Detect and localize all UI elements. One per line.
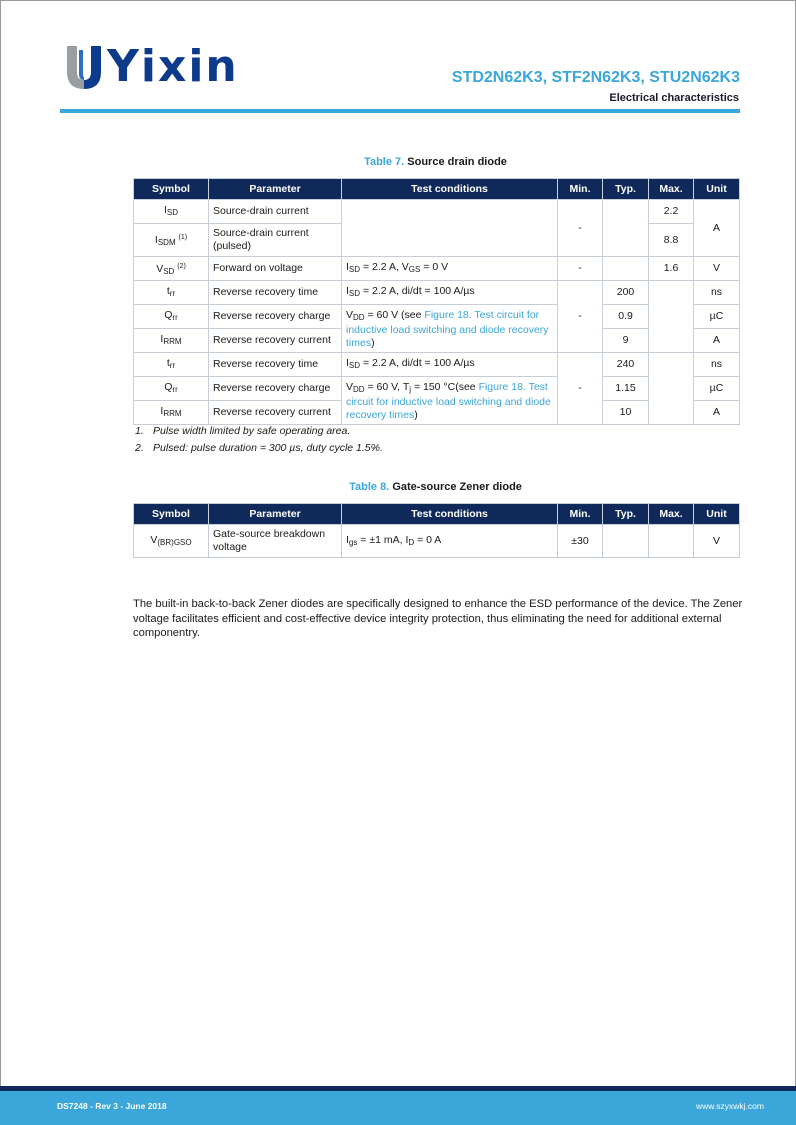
unit-cell: A — [694, 329, 740, 353]
document-title: STD2N62K3, STF2N62K3, STU2N62K3 — [451, 69, 740, 86]
parameter-cell: Reverse recovery time — [209, 281, 342, 305]
table-row — [134, 525, 740, 558]
min-cell: - — [558, 200, 603, 257]
unit-cell: A — [694, 401, 740, 425]
table-gate-source-zener-diode — [133, 503, 740, 558]
typ-cell: 1.15 — [603, 377, 649, 401]
max-cell: 1.6 — [649, 257, 694, 281]
min-cell: ±30 — [558, 525, 603, 558]
conditions-cell: $I_{SD} = 2.2$ A, di/dt = 100 A/µs — [342, 353, 558, 377]
unit-cell: A — [694, 200, 740, 257]
symbol-cell: $I_{SDM}$ $^{(1)}$ — [134, 224, 209, 257]
logo — [65, 41, 239, 92]
parameter-cell: Reverse recovery charge — [209, 377, 342, 401]
table-row — [134, 353, 740, 377]
website-link[interactable]: www.szyxwkj.com — [695, 1101, 764, 1111]
table-source-drain-diode — [133, 178, 740, 425]
max-cell — [649, 353, 694, 425]
symbol-cell: $t_{rr}$ — [134, 281, 209, 305]
symbol-cell: $V_{SD}$ $^{(2)}$ — [134, 257, 209, 281]
conditions-cell: $V_{DD} = 60$ V (see Figure 18. Test circuit for inductive load switching and diode recovery times) — [342, 305, 558, 353]
zener-description-paragraph: The built-in back-to-back Zener diodes are specifically designed to enhance the ESD performance of the device. The Zener voltage facilitates efficient and cost-effective device integrity protection, thus eliminating the need for additional external componentry. — [133, 598, 743, 639]
typ-cell — [603, 525, 649, 558]
max-cell — [649, 281, 694, 353]
logo-text: Yixin — [107, 41, 239, 92]
parameter-cell: Forward on voltage — [209, 257, 342, 281]
symbol-cell: $I_{RRM}$ — [134, 401, 209, 425]
header-rule — [60, 109, 740, 113]
typ-cell — [603, 257, 649, 281]
typ-cell: 9 — [603, 329, 649, 353]
table7-footnotes — [135, 423, 383, 457]
footnote: 2. Pulsed: pulse duration = 300 µs, duty cycle 1.5%. — [135, 442, 383, 454]
typ-cell — [603, 200, 649, 257]
parameter-cell: Reverse recovery charge — [209, 305, 342, 329]
figure-18-link[interactable]: Figure 18. Test circuit for inductive load switching and diode recovery times — [346, 309, 549, 349]
typ-cell: 0.9 — [603, 305, 649, 329]
parameter-cell: Source-drain current — [209, 200, 342, 224]
table-row — [134, 257, 740, 281]
unit-cell: ns — [694, 353, 740, 377]
conditions-cell — [342, 200, 558, 257]
max-cell: 8.8 — [649, 224, 694, 257]
table-header-row: Symbol Parameter Test conditions Min. Typ. Max. Unit — [134, 504, 740, 525]
unit-cell: V — [694, 525, 740, 558]
footer — [0, 1091, 796, 1125]
max-cell — [649, 525, 694, 558]
table7-caption: Table 7. Source drain diode — [364, 156, 507, 168]
parameter-cell: Gate-source breakdown voltage — [209, 525, 342, 558]
table-row — [134, 281, 740, 305]
unit-cell: ns — [694, 281, 740, 305]
symbol-cell: $Q_{rr}$ — [134, 305, 209, 329]
table-header-row: Symbol Parameter Test conditions Min. Typ. Max. Unit — [134, 179, 740, 200]
unit-cell: V — [694, 257, 740, 281]
conditions-cell: $I_{gs} = \pm 1$ mA, $I_D = 0$ A — [342, 525, 558, 558]
max-cell: 2.2 — [649, 200, 694, 224]
footnote: 1. Pulse width limited by safe operating area. — [135, 425, 351, 437]
parameter-cell: Reverse recovery time — [209, 353, 342, 377]
symbol-cell: $I_{RRM}$ — [134, 329, 209, 353]
unit-cell: µC — [694, 305, 740, 329]
parameter-cell: Reverse recovery current — [209, 401, 342, 425]
table-row — [134, 200, 740, 224]
document-revision: DS7248 - Rev 3 - June 2018 — [57, 1101, 167, 1111]
parameter-cell: Reverse recovery current — [209, 329, 342, 353]
figure-18-link[interactable]: Figure 18. Test circuit for inductive load switching and diode recovery times — [346, 381, 551, 421]
min-cell: - — [558, 353, 603, 425]
symbol-cell: $I_{SD}$ — [134, 200, 209, 224]
typ-cell: 240 — [603, 353, 649, 377]
min-cell: - — [558, 281, 603, 353]
typ-cell: 200 — [603, 281, 649, 305]
parameter-cell: Source-drain current (pulsed) — [209, 224, 342, 257]
yixin-logo-icon — [65, 44, 103, 90]
table8-caption: Table 8. Gate-source Zener diode — [349, 481, 522, 493]
symbol-cell: $Q_{rr}$ — [134, 377, 209, 401]
conditions-cell: $I_{SD} = 2.2$ A, di/dt = 100 A/µs — [342, 281, 558, 305]
conditions-cell: $I_{SD} = 2.2$ A, $V_{GS} = 0$ V — [342, 257, 558, 281]
typ-cell: 10 — [603, 401, 649, 425]
unit-cell: µC — [694, 377, 740, 401]
symbol-cell: $V_{(BR)GSO}$ — [134, 525, 209, 558]
symbol-cell: $t_{rr}$ — [134, 353, 209, 377]
section-subtitle: Electrical characteristics — [609, 92, 739, 104]
conditions-cell: $V_{DD} = 60$ V, $T_j = 150$ °C(see Figure 18. Test circuit for inductive load switching and diode recovery times) — [342, 377, 558, 425]
min-cell: - — [558, 257, 603, 281]
